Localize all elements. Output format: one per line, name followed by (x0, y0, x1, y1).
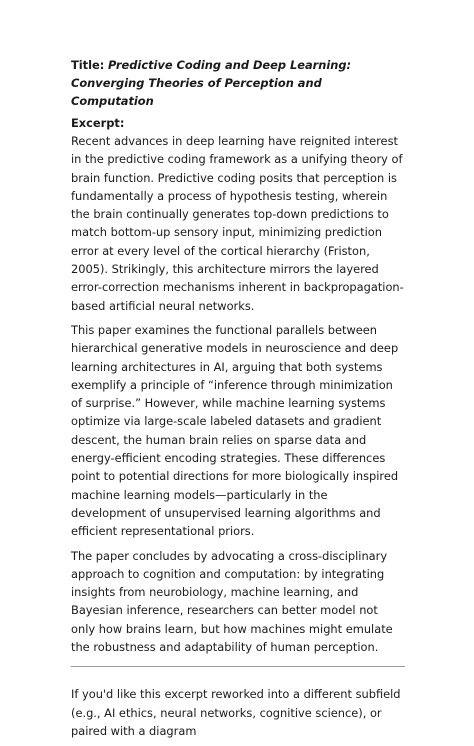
paragraph-1: Recent advances in deep learning have reignited interest in the predictive coding framework as a unifying theory of brain function. Predictive coding posits that perception is fundamentally a process of hypothesis testing, wherein the brain continually generates top-down predictions to match bottom-up sensory input, minimizing prediction error at every level of the cortical hierarchy (Friston, 2005). Strikingly, this architecture mirrors the layered error-correction mechanisms inherent in backpropagation-based artificial neural networks. (71, 134, 404, 313)
paragraph-3: The paper concludes by advocating a cross-disciplinary approach to cognition and computation: by integrating insights from neurobiology, machine learning, and Bayesian inference, researchers can better model not only how brains learn, but how machines might emulate the robustness and adaptability of human perception. (71, 548, 393, 655)
followup-text: If you'd like this excerpt reworked into a different subfield (e.g., AI ethics, neural networks, cognitive science), or paired with a diagram (71, 687, 401, 738)
paragraph-2: This paper examines the functional parallels between hierarchical generative models in neuroscience and deep learning architectures in AI, arguing that both systems exemplify a principle of “inference through minimization of surprise.” However, while machine learning systems optimize via large-scale labeled datasets and gradient descent, the human brain relies on sparse data and energy-efficient encoding strategies. These differences point to potential directions for more biologically inspired machine learning models—particularly in the development of unsupervised learning algorithms and efficient representational priors. (71, 322, 399, 539)
title-text: Predictive Coding and Deep Learning: Converging Theories of Perception and Computation (71, 58, 352, 108)
document (71, 56, 405, 746)
divider (71, 666, 405, 667)
document-title (71, 56, 405, 110)
title-label: Title: (71, 58, 105, 72)
excerpt-label: Excerpt: (71, 116, 125, 130)
